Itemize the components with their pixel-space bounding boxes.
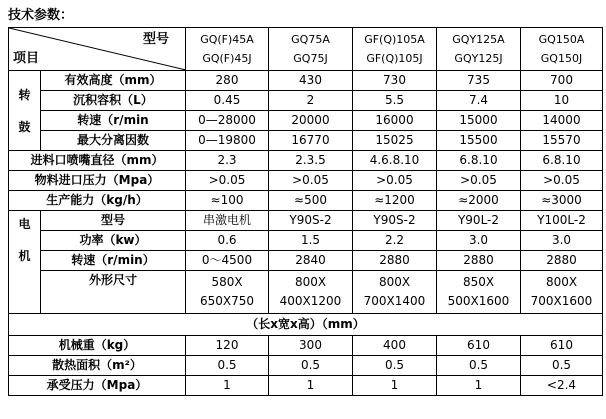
table-cell: >0.05 [186, 171, 269, 191]
table-row [9, 191, 603, 211]
table-row [9, 151, 603, 171]
row-label: 沉积容积（L） [41, 91, 186, 111]
drum-group-cell: 转 鼓 [9, 71, 41, 151]
table-row [9, 131, 603, 151]
table-cell: 0.5 [521, 356, 603, 376]
row-label: 散热面积（m²） [9, 356, 186, 376]
table-cell: 15570 [521, 131, 603, 151]
table-cell: 300 [269, 336, 353, 356]
table-row [9, 111, 603, 131]
table-cell: 串激电机 [186, 211, 269, 231]
table-cell: 0.6 [186, 231, 269, 251]
table-cell: 280 [186, 71, 269, 91]
row-label: 转速（r/min） [41, 251, 186, 271]
table-cell: 2880 [521, 251, 603, 271]
table-cell: 4.6.8.10 [353, 151, 437, 171]
dimensions-label-row [9, 314, 603, 336]
table-cell: 0.5 [269, 356, 353, 376]
table-cell: 15000 [437, 111, 521, 131]
model-cell: GQ150A GQ150J [521, 28, 603, 71]
table-row [9, 356, 603, 376]
table-cell: 700 [521, 71, 603, 91]
table-cell: 2880 [437, 251, 521, 271]
table-cell: 10 [521, 91, 603, 111]
table-row [9, 231, 603, 251]
table-row [9, 71, 603, 91]
table-cell: 0—19800 [186, 131, 269, 151]
table-row [9, 171, 603, 191]
table-cell: 800X 700X1600 [521, 271, 603, 314]
table-cell: 15025 [353, 131, 437, 151]
table-cell: Y100L-2 [521, 211, 603, 231]
spec-table [8, 27, 603, 396]
table-cell: 610 [521, 336, 603, 356]
table-cell: 5.5 [353, 91, 437, 111]
table-cell: 735 [437, 71, 521, 91]
table-row [9, 211, 603, 231]
table-cell: 2840 [269, 251, 353, 271]
table-row [9, 251, 603, 271]
table-cell: 0～4500 [186, 251, 269, 271]
motor-group-cell: 电 机 [9, 211, 41, 314]
row-label: 功率（kw） [41, 231, 186, 251]
table-cell: 800X 400X1200 [269, 271, 353, 314]
table-cell: 1 [186, 376, 269, 396]
item-header-label: 项目 [13, 51, 40, 66]
table-cell: 2880 [353, 251, 437, 271]
table-cell: Y90L-2 [437, 211, 521, 231]
table-cell: ≈2000 [437, 191, 521, 211]
table-cell: 15500 [437, 131, 521, 151]
table-cell: 0—28000 [186, 111, 269, 131]
row-label: 外形尺寸 [41, 271, 186, 314]
table-cell: 580X 650X750 [186, 271, 269, 314]
table-cell: 20000 [269, 111, 353, 131]
table-cell: Y90S-2 [353, 211, 437, 231]
table-cell: 1 [269, 376, 353, 396]
table-cell: Y90S-2 [269, 211, 353, 231]
table-row [9, 336, 603, 356]
table-cell: 2.3.5 [269, 151, 353, 171]
table-cell: 400 [353, 336, 437, 356]
header-row [9, 28, 603, 71]
row-label: （长x宽x高）（mm） [9, 314, 603, 336]
table-cell: 1 [437, 376, 521, 396]
row-label: 物料进口压力（Mpa） [9, 171, 186, 191]
row-label: 有效高度（mm） [41, 71, 186, 91]
model-header-label: 型号 [142, 32, 169, 47]
table-row [9, 376, 603, 396]
table-cell: ≈1200 [353, 191, 437, 211]
table-cell: 800X 700X1400 [353, 271, 437, 314]
table-cell: >0.05 [353, 171, 437, 191]
table-cell: 14000 [521, 111, 603, 131]
model-cell: GF(Q)105A GF(Q)105J [353, 28, 437, 71]
table-cell: 430 [269, 71, 353, 91]
row-label: 承受压力（Mpa） [9, 376, 186, 396]
table-cell: 16770 [269, 131, 353, 151]
row-label: 进料口喷嘴直径（mm） [9, 151, 186, 171]
table-cell: 0.5 [353, 356, 437, 376]
table-cell: 2.3 [186, 151, 269, 171]
table-cell: 120 [186, 336, 269, 356]
row-label: 转速（r/min [41, 111, 186, 131]
table-cell: 0.5 [186, 356, 269, 376]
table-cell: ≈500 [269, 191, 353, 211]
table-row [9, 91, 603, 111]
table-cell: 850X 500X1600 [437, 271, 521, 314]
row-label: 最大分离因数 [41, 131, 186, 151]
table-cell: 0.45 [186, 91, 269, 111]
table-cell: >0.05 [269, 171, 353, 191]
table-cell: 3.0 [521, 231, 603, 251]
row-label: 生产能力（kg/h） [9, 191, 186, 211]
table-cell: ≈3000 [521, 191, 603, 211]
model-cell: GQ75A GQ75J [269, 28, 353, 71]
table-cell: 1.5 [269, 231, 353, 251]
table-cell: >0.05 [437, 171, 521, 191]
table-cell: >0.05 [521, 171, 603, 191]
table-cell: 6.8.10 [437, 151, 521, 171]
table-cell: 2 [269, 91, 353, 111]
section-title: 技术参数： [8, 8, 74, 23]
table-cell: ≈100 [186, 191, 269, 211]
model-cell: GQY125A GQY125J [437, 28, 521, 71]
table-cell: 610 [437, 336, 521, 356]
table-cell: 7.4 [437, 91, 521, 111]
table-cell: 2.2 [353, 231, 437, 251]
header-corner-cell [9, 28, 186, 71]
row-label: 机械重（kg） [9, 336, 186, 356]
table-cell: 1 [353, 376, 437, 396]
table-cell: 16000 [353, 111, 437, 131]
row-label: 型号 [41, 211, 186, 231]
table-cell: 730 [353, 71, 437, 91]
table-cell: 6.8.10 [521, 151, 603, 171]
table-cell: 3.0 [437, 231, 521, 251]
dimensions-row [9, 271, 603, 314]
table-cell: 0.5 [437, 356, 521, 376]
table-cell: <2.4 [521, 376, 603, 396]
model-cell: GQ(F)45A GQ(F)45J [186, 28, 269, 71]
